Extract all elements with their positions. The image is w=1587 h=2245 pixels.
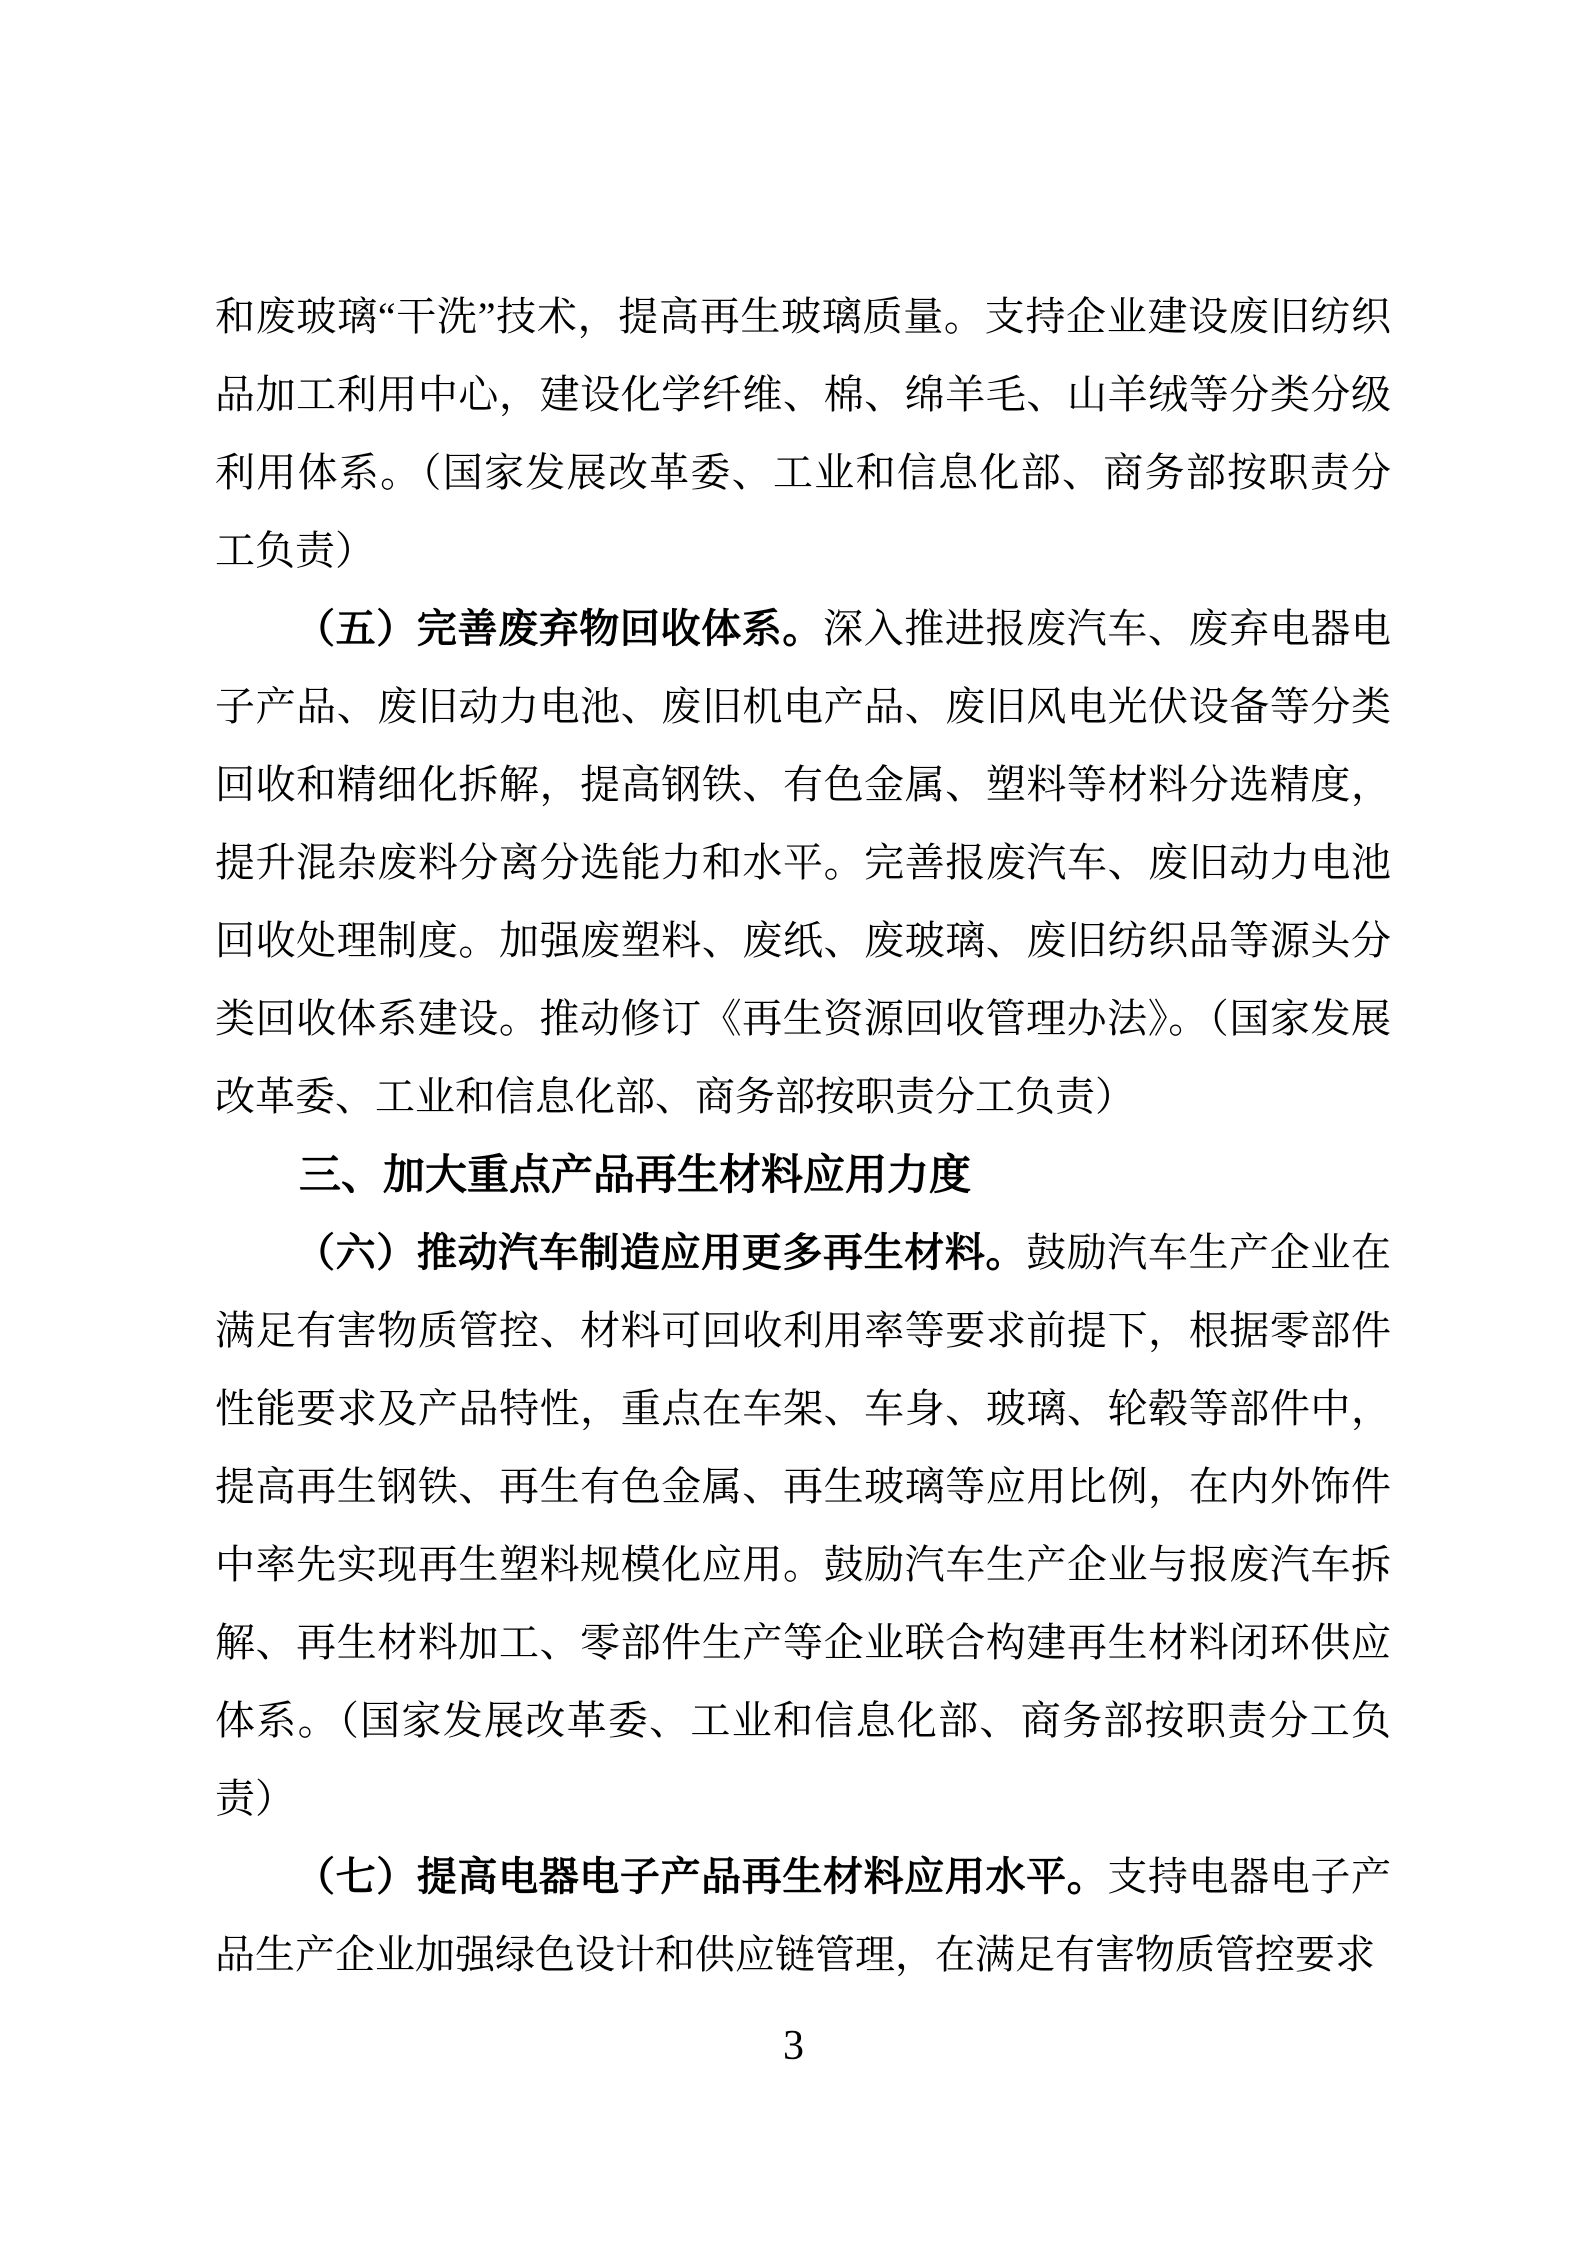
section-heading-3: 三、加大重点产品再生材料应用力度 <box>299 1151 972 1198</box>
paragraph-item-5-text: 深入推进报废汽车、废弃电器电子产品、废旧动力电池、废旧机电产品、废旧风电光伏设备等分类回收和精细化拆解，提高钢铁、有色金属、塑料等材料分选精度，提升混杂废料分离分选能力和水平。完善报废汽车、废旧动力电池回收处理制度。加强废塑料、废纸、废玻璃、废旧纺织品等源头分类回收体系建设。推动修订《再生资源回收管理办法》。（国家发展改革委、工业和信息化部、商务部按职责分工负责） <box>215 606 1391 1119</box>
document-body <box>215 278 1391 1994</box>
paragraph-item-6-lead: （六）推动汽车制造应用更多再生材料。 <box>295 1230 1027 1275</box>
page-number: 3 <box>783 2023 804 2069</box>
paragraph-item-5-lead: （五）完善废弃物回收体系。 <box>295 606 823 651</box>
paragraph-item-6-text: 鼓励汽车生产企业在满足有害物质管控、材料可回收利用率等要求前提下，根据零部件性能要求及产品特性，重点在车架、车身、玻璃、轮毂等部件中，提高再生钢铁、再生有色金属、再生玻璃等应用比例，在内外饰件中率先实现再生塑料规模化应用。鼓励汽车生产企业与报废汽车拆解、再生材料加工、零部件生产等企业联合构建再生材料闭环供应体系。（国家发展改革委、工业和信息化部、商务部按职责分工负责） <box>215 1230 1392 1821</box>
paragraph-item-7 <box>215 1838 1391 1994</box>
paragraph-item-5 <box>215 590 1391 1136</box>
paragraph-item-7-lead: （七）提高电器电子产品再生材料应用水平。 <box>295 1854 1108 1899</box>
paragraph-item-7-text: 支持电器电子产品生产企业加强绿色设计和供应链管理，在满足有害物质管控要求 <box>215 1854 1392 1977</box>
paragraph-continuation <box>215 278 1391 590</box>
paragraph-text: 和废玻璃“干洗”技术，提高再生玻璃质量。支持企业建设废旧纺织品加工利用中心，建设化学纤维、棉、绵羊毛、山羊绒等分类分级利用体系。（国家发展改革委、工业和信息化部、商务部按职责分工负责） <box>215 294 1391 573</box>
paragraph-item-6 <box>215 1214 1391 1838</box>
